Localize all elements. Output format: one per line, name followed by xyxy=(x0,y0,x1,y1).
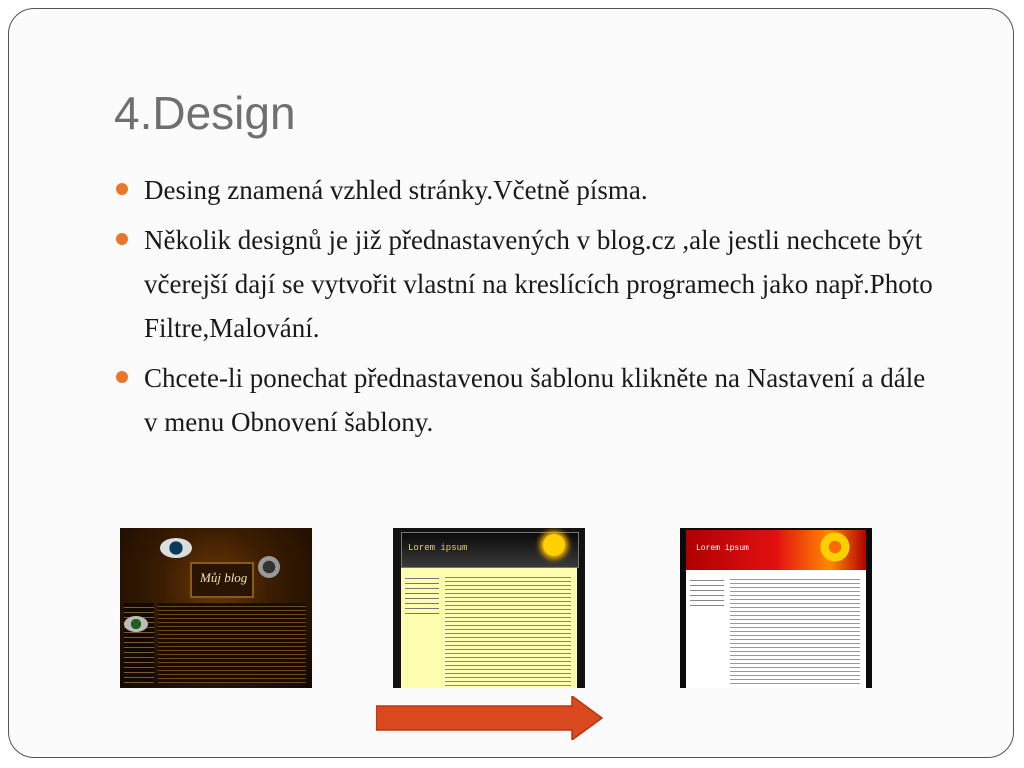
bullet-text: Několik designů je již přednastavených v blog.cz ,ale jestli nechcete být včerejší dají se vytvořit vlastní na kreslících programech jako např.Photo Filtre,Malování. xyxy=(144,225,933,343)
bullet-text: Chcete-li ponechat přednastavenou šablonu klikněte na Nastavení a dále v menu Obnovení šablony. xyxy=(144,363,926,437)
bullet-item xyxy=(116,218,936,350)
blog-template-thumbnail-dark xyxy=(120,528,312,688)
bullet-icon xyxy=(116,183,128,195)
blog-template-thumbnail-red xyxy=(680,528,872,688)
sun-icon xyxy=(543,534,565,556)
bullet-list xyxy=(116,168,936,450)
template-body xyxy=(686,570,866,688)
slide-title: 4.Design xyxy=(114,87,296,139)
content-lines xyxy=(730,576,860,684)
blog-template-thumbnail-yellow xyxy=(393,528,585,688)
flower-icon xyxy=(818,530,852,564)
bullet-icon xyxy=(116,371,128,383)
content-lines xyxy=(445,574,571,686)
bullet-item xyxy=(116,356,936,444)
bullet-text: Desing znamená vzhled stránky.Včetně písma. xyxy=(144,175,648,205)
template-title: Lorem ipsum xyxy=(696,544,749,553)
template-title: Lorem ipsum xyxy=(408,543,468,553)
sidebar-lines xyxy=(405,574,439,614)
content-lines xyxy=(158,603,306,683)
sidebar-lines xyxy=(124,603,154,683)
bullet-item xyxy=(116,168,936,212)
template-body xyxy=(401,568,577,688)
bullet-icon xyxy=(116,233,128,245)
sidebar-lines xyxy=(690,576,724,610)
eye-photo-icon xyxy=(124,616,148,632)
camera-icon xyxy=(258,556,280,578)
eye-photo-icon xyxy=(160,538,192,558)
right-arrow-icon xyxy=(376,696,604,740)
blog-logo-text: Můj blog xyxy=(200,570,248,585)
